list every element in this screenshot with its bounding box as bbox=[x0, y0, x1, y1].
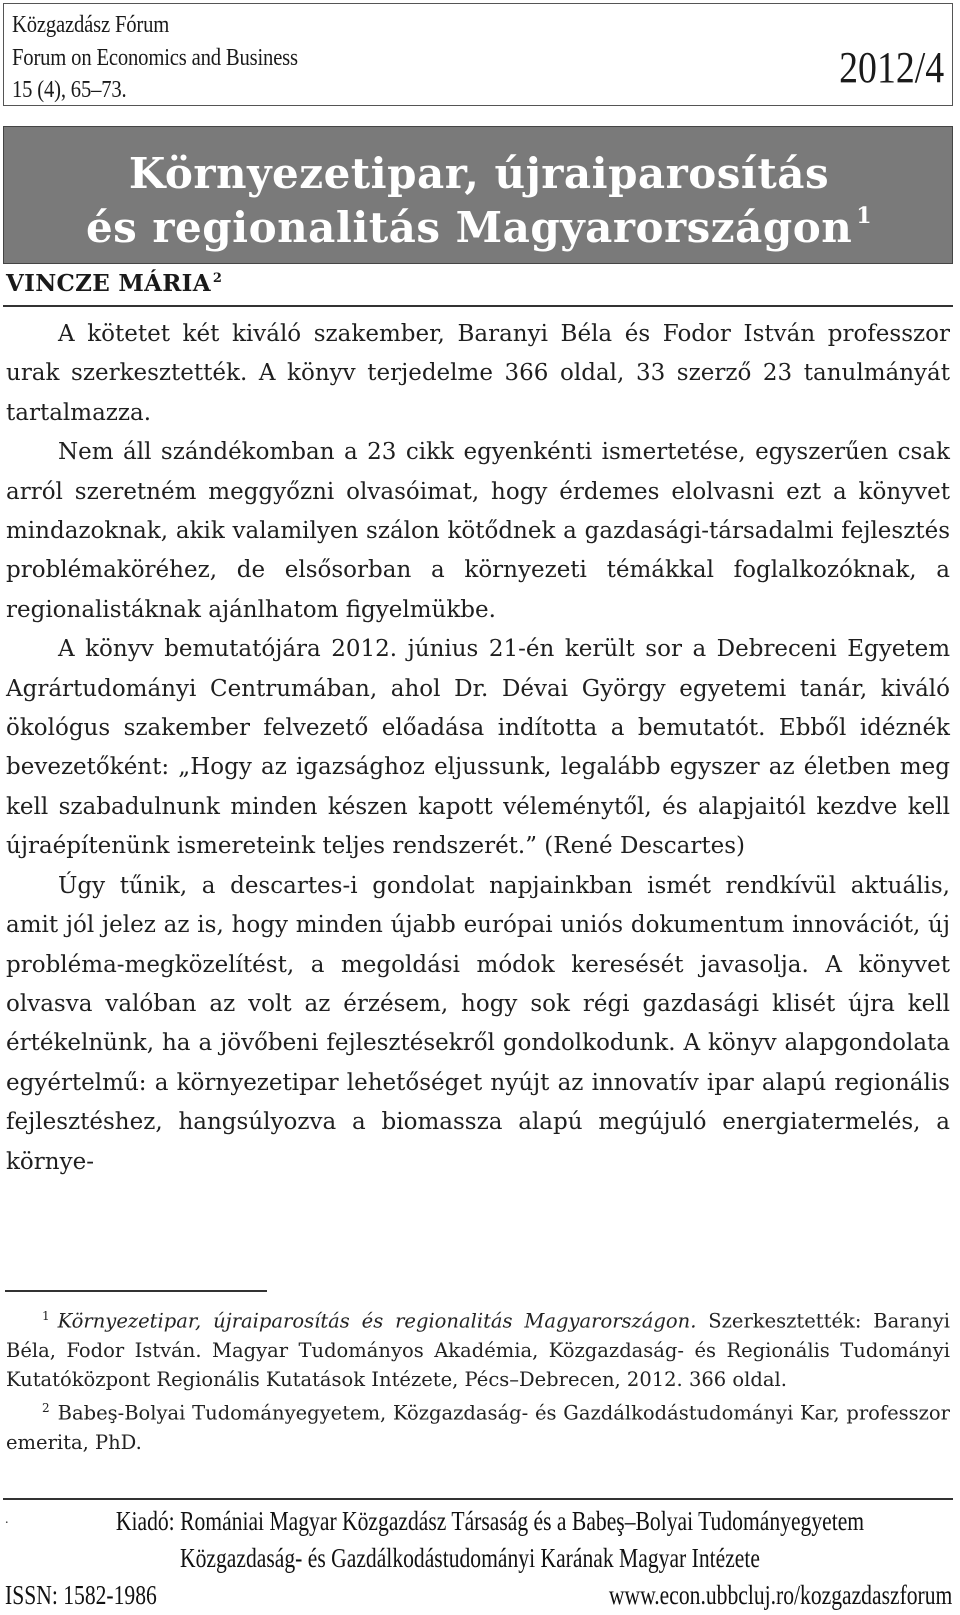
publisher-divider bbox=[3, 1498, 953, 1500]
publisher-marker: . bbox=[5, 1512, 9, 1527]
footnote-1-book-title: Környezetipar, újraiparosítás és regionalitás Magyarországon. bbox=[57, 1309, 697, 1333]
journal-header bbox=[3, 3, 953, 106]
footnote-2 bbox=[6, 1394, 950, 1457]
footnote-1-mark: 1 bbox=[42, 1309, 50, 1323]
article-body bbox=[6, 315, 950, 1182]
author-name-text: VINCZE MÁRIA bbox=[6, 270, 211, 297]
author-divider bbox=[3, 305, 953, 307]
article-title-line-2 bbox=[4, 203, 954, 252]
body-paragraph-3: A könyv bemutatójára 2012. június 21-én került sor a Debreceni Egyetem Agrártudományi Centrumában, ahol Dr. Dévai György egyetemi tanár, kiváló ökológus szakember felvezető előadása indította a bemutatót. Ebből idéznék bevezetőként: „Hogy az igazsághoz eljussunk, legalább egyszer az életben meg kell szabadulnunk minden készen kapott véleménytől, és alapjaitól kezdve kell újraépítenünk ismereteink teljes rendszerét.” (René Descartes) bbox=[6, 636, 950, 860]
journal-citation: 15 (4), 65–73. bbox=[12, 77, 127, 103]
article-title-line-2-text: és regionalitás Magyarországon bbox=[85, 203, 853, 252]
author-footnote-mark: 2 bbox=[212, 271, 223, 287]
footnote-2-mark: 2 bbox=[42, 1401, 50, 1416]
publisher-line-2: Közgazdaság- és Gazdálkodástudományi Karának Magyar Intézete bbox=[180, 1543, 760, 1573]
author-name bbox=[6, 270, 222, 297]
title-banner bbox=[3, 126, 953, 264]
article-title-line-1: Környezetipar, újraiparosítás bbox=[128, 149, 830, 198]
publisher-line-1: Kiadó: Romániai Magyar Közgazdász Társaság és a Babeş–Bolyai Tudományegyetem bbox=[115, 1506, 865, 1536]
body-paragraph-4: Úgy tűnik, a descartes-i gondolat napjainkban ismét rendkívül aktuális, amit jól jelez az is, hogy minden újabb európai uniós dokumentum innovációt, új probléma-megközelítést, a megoldási módok keresését javasolja. A könyvet olvasva valóban az volt az érzésem, hogy sok régi gazdasági klisét újra kell értékelnünk, ha a jövőbeni fejlesztésekről gondolkodunk. A könyv alapgondolata egyértelmű: a környezetipar lehetőséget nyújt az innovatív ipar alapú regionális fejlesztéshez, hangsúlyozva a biomassza alapú megújuló energiatermelés, a környe- bbox=[6, 872, 950, 1175]
journal-name-en: Forum on Economics and Business bbox=[12, 45, 298, 71]
journal-name-hu: Közgazdász Fórum bbox=[12, 12, 170, 38]
footnotes bbox=[6, 1302, 950, 1457]
body-paragraph-2: Nem áll szándékomban a 23 cikk egyenkénti ismertetése, egyszerűen csak arról szeretném meggyőzni olvasóimat, hogy érdemes elolvasni ezt a könyvet mindazoknak, akik valamilyen szálon kötődnek a gazdasági-társadalmi fejlesztés problémaköréhez, de elsősorban a környezeti témákkal foglalkozóknak, a regionalistáknak ajánlhatom figyelmükbe. bbox=[6, 439, 950, 623]
footnote-2-text: Babeş-Bolyai Tudományegyetem, Közgazdaság- és Gazdálkodástudományi Kar, professzor emerita, PhD. bbox=[6, 1401, 950, 1455]
footnote-divider bbox=[5, 1290, 267, 1292]
issue-number: 2012/4 bbox=[838, 43, 944, 92]
issn: ISSN: 1582-1986 bbox=[5, 1580, 157, 1610]
body-paragraph-1: A kötetet két kiváló szakember, Baranyi Béla és Fodor István professzor urak szerkesztették. A könyv terjedelme 366 oldal, 33 szerző 23 tanulmányát tartalmazza. bbox=[6, 321, 950, 426]
footnote-1-text: Szerkesztették: Baranyi Béla, Fodor István. Magyar Tudományos Akadémia, Közgazdaság- és Regionális Tudományi Kutatóközpont Regionális Kutatások Intézete, Pécs–Debrecen, 2012. 366 oldal. bbox=[6, 1309, 951, 1392]
footnote-1 bbox=[6, 1302, 950, 1394]
journal-url: www.econ.ubbcluj.ro/kozgazdaszforum bbox=[608, 1580, 952, 1610]
title-footnote-mark: 1 bbox=[856, 203, 873, 229]
